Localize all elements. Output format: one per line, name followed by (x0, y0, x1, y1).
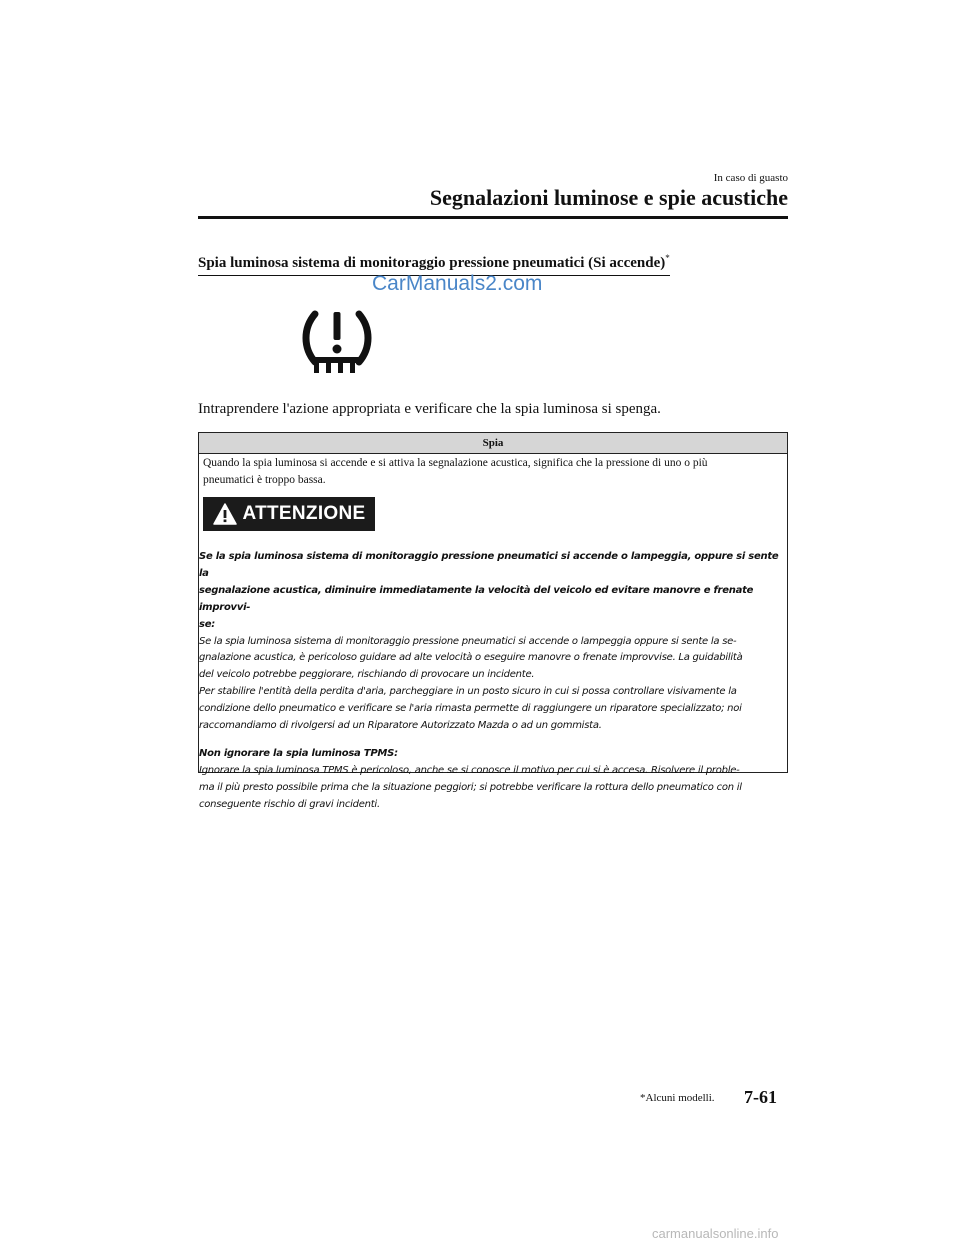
warning-bold-line: Se la spia luminosa sistema di monitoraggio pressione pneumatici si accende o lampeggia, oppure si sente la (199, 551, 779, 579)
tire-pressure-warning-icon (300, 306, 374, 381)
warning-line: Per stabilire l'entità della perdita d'aria, parcheggiare in un posto sicuro in cui si possa controllare visivamente la (199, 686, 737, 698)
warning-line: raccomandiamo di rivolgersi ad un Riparatore Autorizzato Mazda o ad un gommista. (199, 720, 602, 732)
warning-line: condizione dello pneumatico e verificare se l'aria rimasta permette di raggiungere un riparatore specializzato; noi (199, 703, 742, 715)
footnote-mark: * (665, 253, 670, 263)
chapter-label: In caso di guasto (713, 172, 788, 184)
warning-bold-line: segnalazione acustica, diminuire immediatamente la velocità del veicolo ed evitare manovre e frenate improvvi- (199, 584, 754, 613)
description-line-1: Quando la spia luminosa si accende e si attiva la segnalazione acustica, significa che la pressione di uno o più (203, 457, 708, 469)
warning-label: ATTENZIONE (242, 503, 366, 524)
warning-bold-line: se: (199, 618, 215, 630)
intro-text: Intraprendere l'azione appropriata e verificare che la spia luminosa si spenga. (198, 401, 661, 417)
description-line-2: pneumatici è troppo bassa. (203, 474, 326, 486)
page-number: 7-61 (744, 1087, 777, 1107)
footer-site-text: carmanualsonline.info (652, 1226, 779, 1241)
info-table (198, 432, 788, 810)
subtitle-text: Spia luminosa sistema di monitoraggio pressione pneumatici (Si accende) (198, 255, 666, 271)
table-header: Spia (199, 433, 787, 454)
warning-triangle-icon (213, 503, 237, 525)
warning-line: gnalazione acustica, è pericoloso guidare ad alte velocità o eseguire manovre o frenate improvvise. La guidabilità (199, 652, 743, 664)
warning-badge (203, 497, 375, 531)
table-description (203, 455, 781, 489)
warning-line: ma il più presto possibile prima che la situazione peggiori; si potrebbe verificare la rottura dello pneumatico con il (199, 781, 742, 793)
watermark: CarManuals2.com (372, 272, 543, 295)
warning-bold-line: Non ignorare la spia luminosa TPMS: (199, 747, 398, 759)
warning-text (199, 549, 785, 814)
warning-line: Se la spia luminosa sistema di monitoraggio pressione pneumatici si accende o lampeggia oppure si sente la se- (199, 635, 737, 647)
warning-line: Ignorare la spia luminosa TPMS è pericoloso, anche se si conosce il motivo per cui si è accesa. Risolvere il proble- (199, 764, 740, 776)
section-title: Segnalazioni luminose e spie acustiche (429, 185, 788, 210)
header-divider (198, 216, 788, 219)
footnote: *Alcuni modelli. (640, 1092, 715, 1104)
warning-line: conseguente rischio di gravi incidenti. (199, 798, 380, 810)
warning-line: del veicolo potrebbe peggiorare, rischiando di provocare un incidente. (199, 669, 535, 681)
